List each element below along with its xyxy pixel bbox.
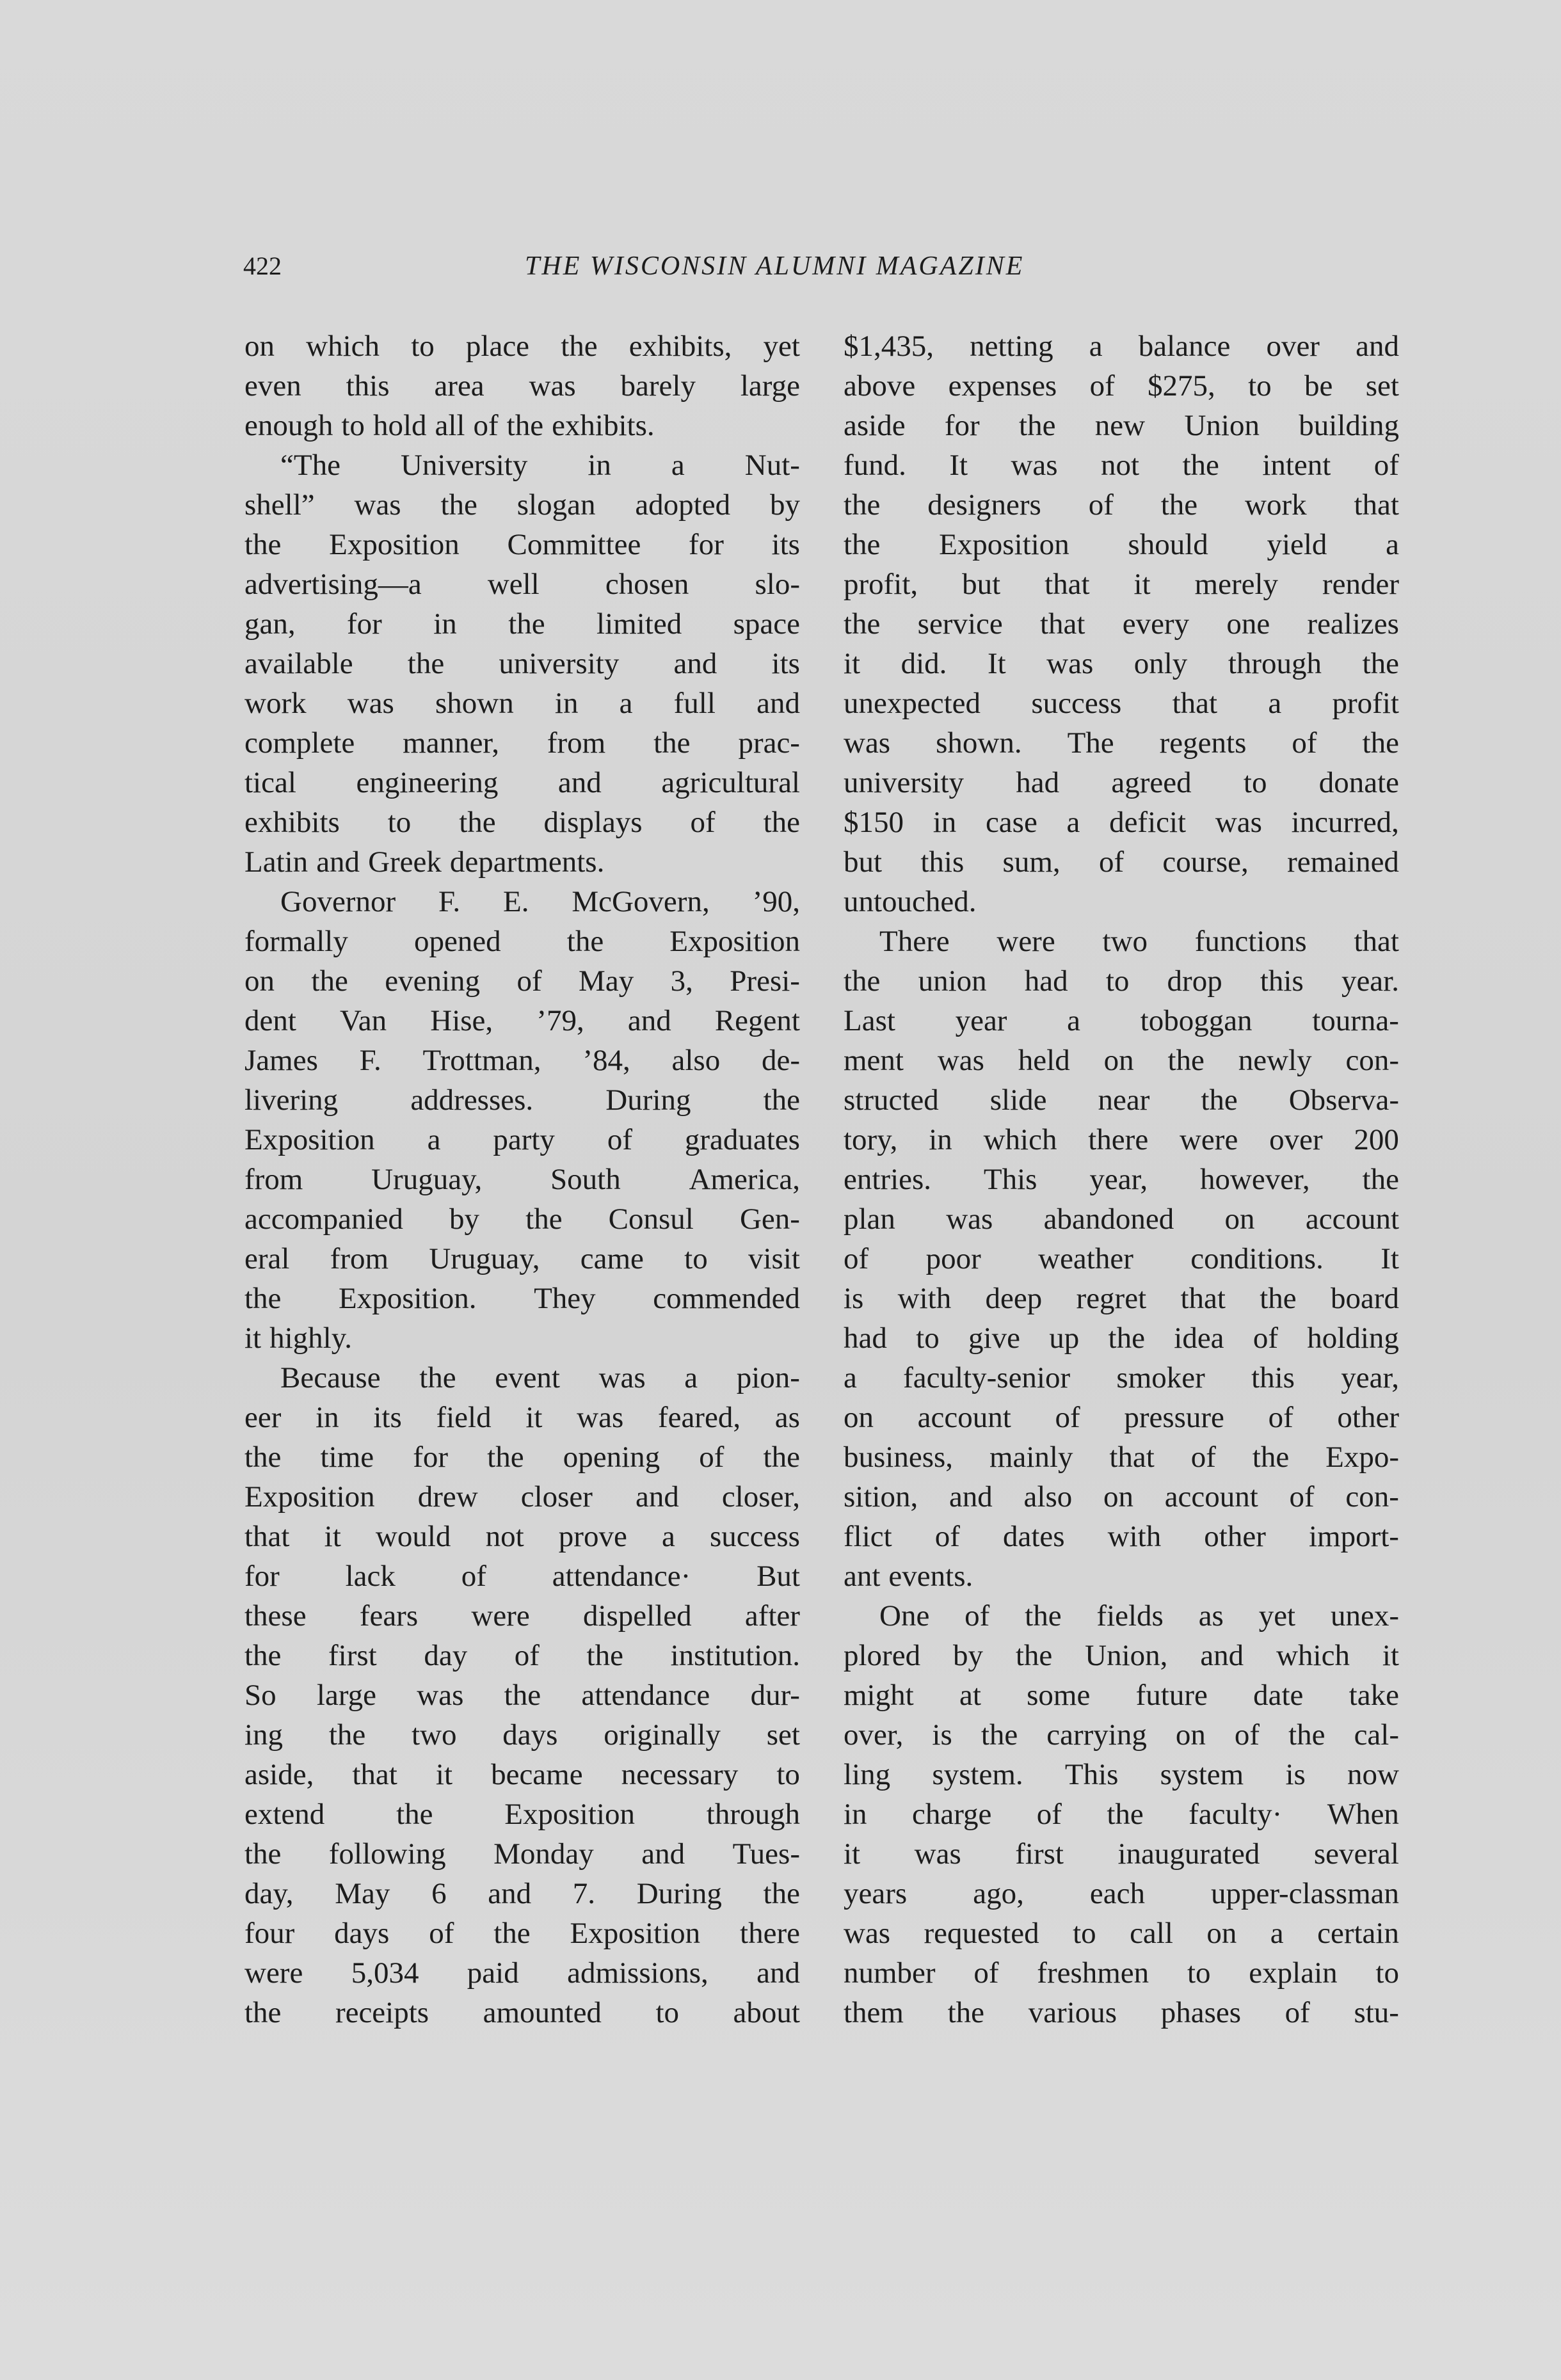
text-line: eer in its field it was feared, as (244, 1401, 800, 1434)
text-line: for lack of attendance· But (244, 1560, 800, 1593)
text-line: exhibits to the displays of the (244, 806, 800, 839)
left-column (244, 326, 800, 2033)
text-line: eral from Uruguay, came to visit (244, 1242, 800, 1275)
text-line: So large was the attendance dur- (244, 1679, 800, 1712)
text-line: on account of pressure of other (844, 1401, 1399, 1434)
text-line: was requested to call on a certain (844, 1917, 1399, 1950)
text-line: it was first inaugurated several (844, 1837, 1399, 1871)
text-line: James F. Trottman, ’84, also de- (244, 1044, 800, 1077)
text-line: the Exposition should yield a (844, 528, 1399, 561)
text-line: number of freshmen to explain to (844, 1956, 1399, 1990)
text-line: were 5,034 paid admissions, and (244, 1956, 800, 1990)
text-line: the following Monday and Tues- (244, 1837, 800, 1871)
text-line: aside for the new Union building (844, 409, 1399, 442)
text-line: plan was abandoned on account (844, 1202, 1399, 1236)
text-line: accompanied by the Consul Gen- (244, 1202, 800, 1236)
text-line: had to give up the idea of holding (844, 1322, 1399, 1355)
text-line: that it would not prove a success (244, 1520, 800, 1553)
text-line: them the various phases of stu- (844, 1996, 1399, 2029)
text-line: entries. This year, however, the (844, 1163, 1399, 1196)
text-line: business, mainly that of the Expo- (844, 1441, 1399, 1474)
page-number: 422 (243, 252, 282, 280)
text-line: the designers of the work that (844, 488, 1399, 522)
text-line: might at some future date take (844, 1679, 1399, 1712)
text-line: even this area was barely large (244, 369, 800, 403)
text-line: four days of the Exposition there (244, 1917, 800, 1950)
text-line: a faculty-senior smoker this year, (844, 1361, 1399, 1394)
text-line: was shown. The regents of the (844, 726, 1399, 760)
text-line: the Exposition Committee for its (244, 528, 800, 561)
text-line: enough to hold all of the exhibits. (244, 409, 655, 442)
text-line: structed slide near the Observa- (844, 1083, 1399, 1117)
text-line: untouched. (844, 885, 977, 918)
text-line: $1,435, netting a balance over and (844, 330, 1399, 363)
text-line: the time for the opening of the (244, 1441, 800, 1474)
text-line: it highly. (244, 1322, 352, 1355)
text-line: fund. It was not the intent of (844, 449, 1399, 482)
text-line: extend the Exposition through (244, 1798, 800, 1831)
text-line: plored by the Union, and which it (844, 1639, 1399, 1672)
text-line: day, May 6 and 7. During the (244, 1877, 800, 1910)
text-line: university had agreed to donate (844, 766, 1399, 799)
text-line: ling system. This system is now (844, 1758, 1399, 1791)
text-line: the union had to drop this year. (844, 964, 1399, 998)
text-line: shell” was the slogan adopted by (244, 488, 800, 522)
text-line: There were two functions that (879, 925, 1399, 958)
text-line: tory, in which there were over 200 (844, 1123, 1399, 1156)
right-column (844, 326, 1399, 2033)
text-line: work was shown in a full and (244, 687, 800, 720)
text-line: Exposition drew closer and closer, (244, 1480, 800, 1513)
text-line: in charge of the faculty· When (844, 1798, 1399, 1831)
text-line: the service that every one realizes (844, 607, 1399, 641)
text-line: on the evening of May 3, Presi- (244, 964, 800, 998)
text-line: advertising—a well chosen slo- (244, 568, 800, 601)
text-line: the receipts amounted to about (244, 1996, 800, 2029)
text-line: sition, and also on account of con- (844, 1480, 1399, 1513)
text-line: complete manner, from the prac- (244, 726, 800, 760)
text-line: “The University in a Nut- (280, 449, 800, 482)
text-line: $150 in case a deficit was incurred, (844, 806, 1399, 839)
text-line: the first day of the institution. (244, 1639, 800, 1672)
text-line: dent Van Hise, ’79, and Regent (244, 1004, 800, 1037)
text-line: tical engineering and agricultural (244, 766, 800, 799)
text-line: Governor F. E. McGovern, ’90, (280, 885, 800, 918)
text-line: from Uruguay, South America, (244, 1163, 800, 1196)
text-line: these fears were dispelled after (244, 1599, 800, 1633)
text-line: ant events. (844, 1560, 973, 1593)
text-line: Exposition a party of graduates (244, 1123, 800, 1156)
text-line: ing the two days originally set (244, 1718, 800, 1752)
text-line: the Exposition. They commended (244, 1282, 800, 1315)
text-line: of poor weather conditions. It (844, 1242, 1399, 1275)
text-line: over, is the carrying on of the cal- (844, 1718, 1399, 1752)
text-line: One of the fields as yet unex- (879, 1599, 1399, 1633)
text-line: profit, but that it merely render (844, 568, 1399, 601)
text-line: unexpected success that a profit (844, 687, 1399, 720)
text-line: ment was held on the newly con- (844, 1044, 1399, 1077)
text-line: Latin and Greek departments. (244, 845, 605, 879)
text-line: above expenses of $275, to be set (844, 369, 1399, 403)
text-line: years ago, each upper-classman (844, 1877, 1399, 1910)
text-line: formally opened the Exposition (244, 925, 800, 958)
text-line: available the university and its (244, 647, 800, 680)
text-line: gan, for in the limited space (244, 607, 800, 641)
text-line: but this sum, of course, remained (844, 845, 1399, 879)
text-line: Because the event was a pion- (280, 1361, 800, 1394)
text-line: on which to place the exhibits, yet (244, 330, 800, 363)
text-line: flict of dates with other import- (844, 1520, 1399, 1553)
page-header (243, 251, 1126, 289)
text-line: it did. It was only through the (844, 647, 1399, 680)
running-head: THE WISCONSIN ALUMNI MAGAZINE (525, 252, 1025, 281)
text-line: aside, that it became necessary to (244, 1758, 800, 1791)
text-line: Last year a toboggan tourna- (844, 1004, 1399, 1037)
text-line: livering addresses. During the (244, 1083, 800, 1117)
text-line: is with deep regret that the board (844, 1282, 1399, 1315)
